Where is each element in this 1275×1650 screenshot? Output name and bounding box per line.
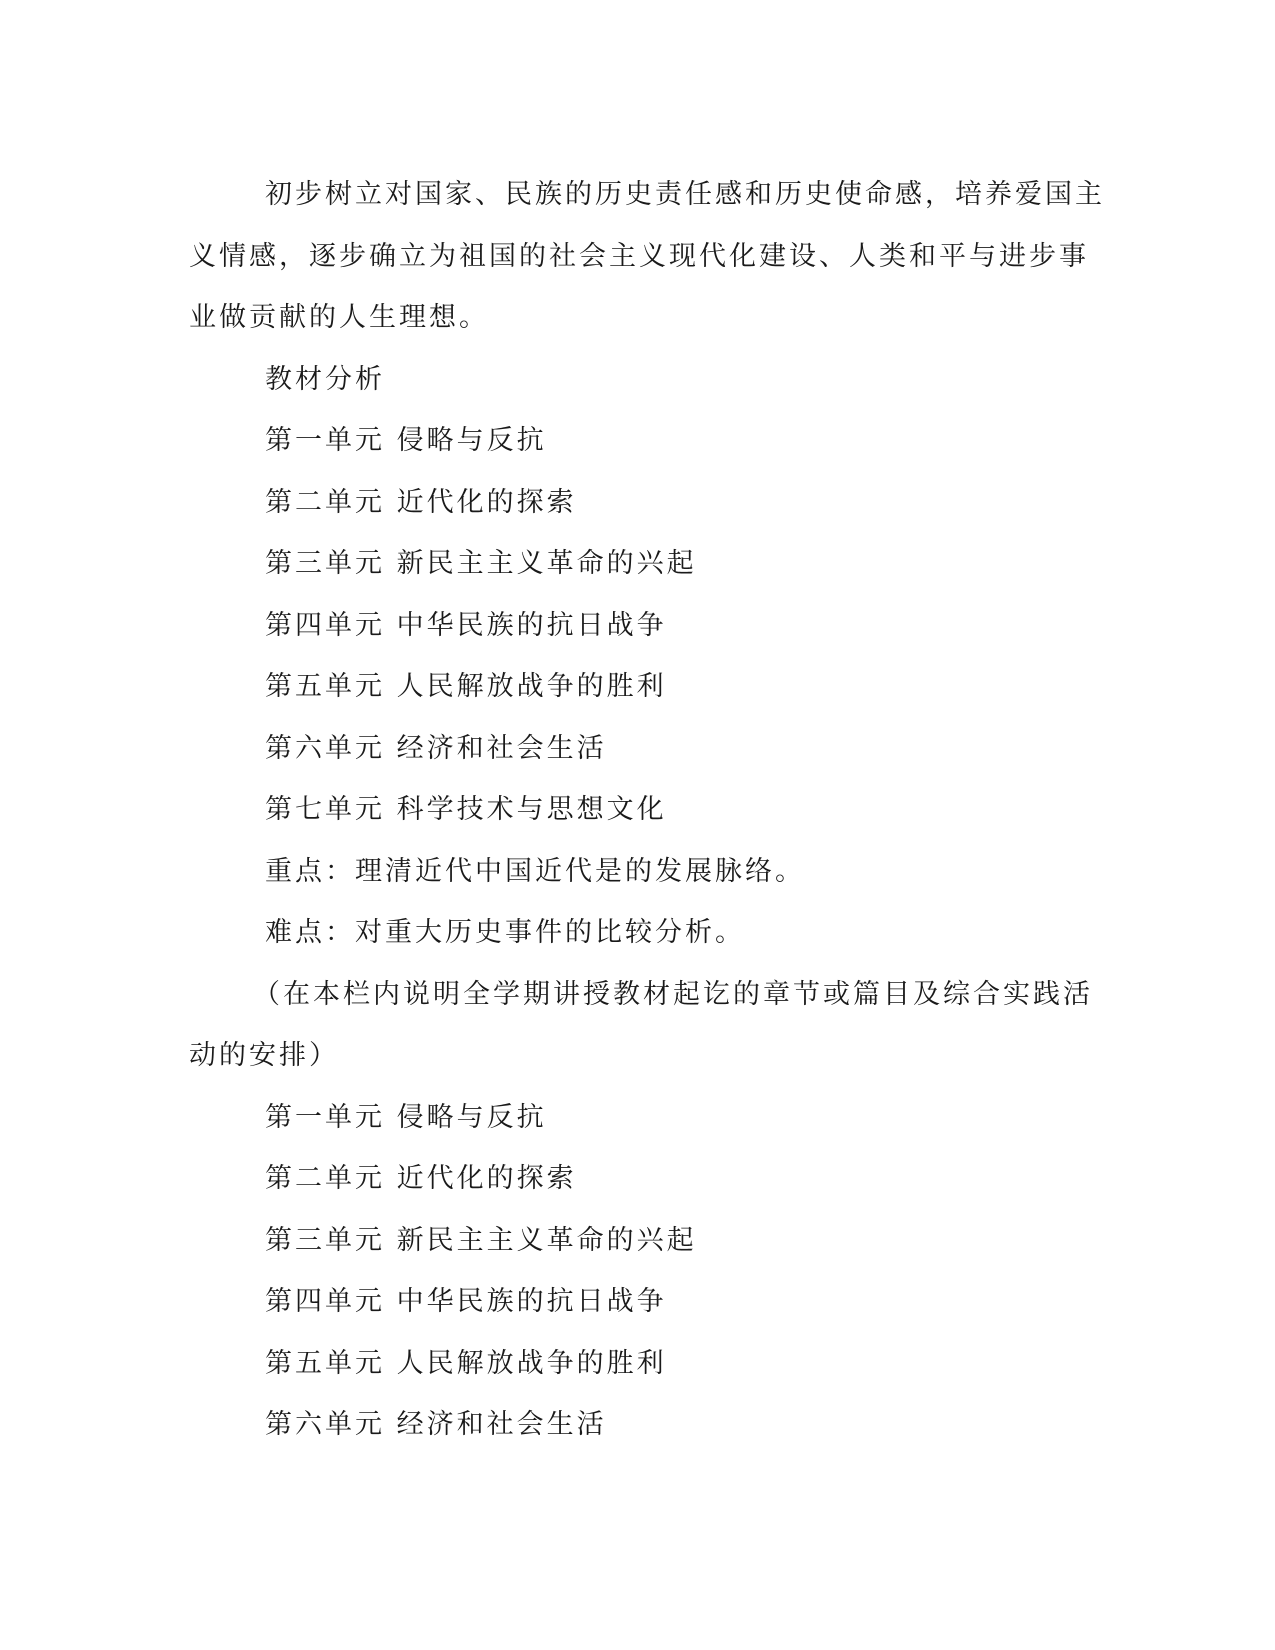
unit-item: 第二单元 近代化的探索 [265,1163,577,1194]
intro-line-3: 业做贡献的人生理想。 [189,302,489,333]
intro-paragraph [189,164,1105,349]
key-point: 重点：理清近代中国近代是的发展脉络。 [265,855,805,887]
unit-item: 第三单元 新民主主义革命的兴起 [265,1224,697,1256]
intro-line-2: 义情感，逐步确立为祖国的社会主义现代化建设、人类和平与进步事 [189,240,1089,272]
unit-item: 第六单元 经济和社会生活 [265,1409,607,1440]
unit-item: 第三单元 新民主主义革命的兴起 [265,548,697,579]
note-line-1: （在本栏内说明全学期讲授教材起讫的章节或篇目及综合实践活 [253,978,1093,1010]
unit-item: 第二单元 近代化的探索 [265,486,577,518]
unit-list-second [189,1087,1089,1456]
section-heading: 教材分析 [265,363,385,395]
unit-list-first [189,410,1089,841]
difficult-point: 难点：对重大历史事件的比较分析。 [265,917,745,948]
document-body [189,164,1105,1456]
unit-item: 第六单元 经济和社会生活 [265,732,607,764]
intro-line-1: 初步树立对国家、民族的历史责任感和历史使命感，培养爱国主 [265,179,1105,210]
unit-item: 第一单元 侵略与反抗 [265,1101,547,1133]
unit-item: 第五单元 人民解放战争的胜利 [265,1347,667,1379]
unit-item: 第七单元 科学技术与思想文化 [265,794,667,825]
unit-item: 第四单元 中华民族的抗日战争 [265,609,667,641]
note-line-2: 动的安排） [189,1040,339,1071]
unit-item: 第一单元 侵略与反抗 [265,425,547,456]
unit-item: 第四单元 中华民族的抗日战争 [265,1286,667,1317]
unit-item: 第五单元 人民解放战争的胜利 [265,671,667,702]
note-paragraph [189,964,1093,1087]
